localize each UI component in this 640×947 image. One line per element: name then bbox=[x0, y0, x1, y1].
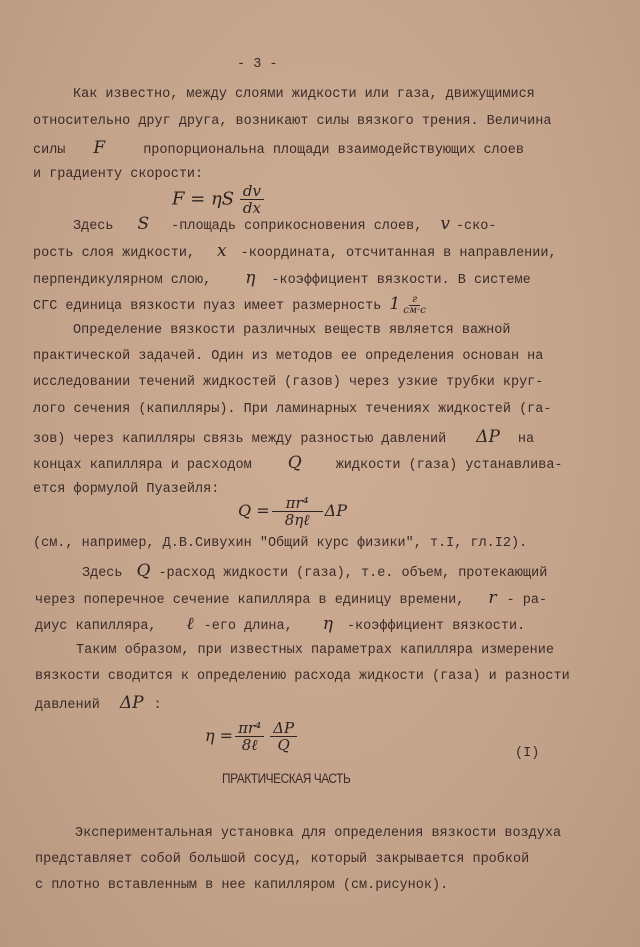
formula-numerator: πr⁴ bbox=[235, 720, 264, 737]
text-line bbox=[33, 140, 524, 159]
text: -коэффициент вязкости. В системе bbox=[271, 273, 531, 288]
text: на bbox=[517, 432, 535, 447]
text: -координата, отсчитанная в направлении, bbox=[240, 246, 557, 261]
text: жидкости (газа) устанавлива- bbox=[335, 458, 563, 473]
text-line: Таким образом, при известных параметрах капилляра измерение bbox=[76, 643, 554, 658]
text-line: относительно друг друга, возникают силы вязкого трения. Величина bbox=[33, 114, 552, 129]
formula-denominator: 8ηℓ bbox=[284, 511, 310, 529]
text-line bbox=[33, 295, 426, 316]
text-line: вязкости сводится к определению расхода жидкости (газа) и разности bbox=[35, 669, 570, 684]
text-line bbox=[33, 429, 534, 448]
formula-lhs: η = bbox=[205, 726, 234, 745]
text-line: Определение вязкости различных веществ является важной bbox=[73, 323, 511, 338]
text-line: Как известно, между слоями жидкости или газа, движущимися bbox=[73, 87, 535, 102]
symbol-length: ℓ bbox=[186, 614, 194, 634]
formula-poiseuille bbox=[238, 495, 347, 528]
formula-numerator: dv bbox=[240, 183, 264, 200]
page-number: - 3 - bbox=[237, 57, 278, 72]
text-line: лого сечения (капилляры). При ламинарных течениях жидкостей (га- bbox=[33, 402, 552, 417]
text: Здесь bbox=[73, 219, 114, 234]
formula-denominator: dx bbox=[242, 199, 261, 217]
text: -расход жидкости (газа), т.е. объем, протекающий bbox=[158, 566, 548, 581]
symbol-area: S bbox=[137, 214, 150, 234]
text-line: исследовании течений жидкостей (газов) через узкие трубки круг- bbox=[33, 375, 544, 390]
text-line bbox=[35, 590, 547, 609]
symbol-eta: η bbox=[245, 268, 256, 288]
text-line bbox=[82, 563, 547, 582]
text: давлений bbox=[35, 698, 100, 713]
unit-denominator: см·с bbox=[403, 305, 426, 316]
text: рость слоя жидкости, bbox=[33, 246, 196, 261]
formula-viscosity bbox=[205, 720, 297, 753]
equation-label: (I) bbox=[515, 746, 540, 761]
formula-viscous-force bbox=[172, 183, 264, 216]
text: Здесь bbox=[82, 566, 123, 581]
symbol-q: Q bbox=[136, 561, 151, 581]
text: через поперечное сечение капилляра в единицу времени, bbox=[35, 593, 465, 608]
formula-denominator: Q bbox=[277, 736, 290, 754]
text-line: представляет собой большой сосуд, который закрывается пробкой bbox=[35, 852, 530, 867]
symbol-x: x bbox=[217, 241, 227, 261]
text-line: ется формулой Пуазейля: bbox=[33, 482, 220, 497]
symbol-q: Q bbox=[287, 453, 302, 473]
text: зов) через капилляры связь между разностью давлений bbox=[33, 432, 447, 447]
formula-lhs: Q = bbox=[238, 501, 270, 520]
text-line: с плотно вставленным в нее капилляром (см.рисунок). bbox=[35, 878, 449, 893]
text: СГС единица вязкости пуаз имеет размерность bbox=[33, 299, 382, 315]
symbol-delta-p: ΔP bbox=[476, 427, 500, 447]
formula-lhs: F = ηS bbox=[172, 188, 235, 210]
formula-rhs: ΔP bbox=[324, 501, 347, 520]
symbol-radius: r bbox=[488, 588, 497, 608]
unit-one: 1 bbox=[389, 294, 401, 315]
symbol-delta-p: ΔP bbox=[119, 693, 144, 713]
text-line bbox=[35, 695, 162, 714]
text: : bbox=[153, 698, 162, 713]
text: -его длина, bbox=[203, 619, 293, 634]
symbol-velocity: v bbox=[440, 214, 450, 234]
symbol-force: F bbox=[93, 138, 106, 158]
symbol-eta: η bbox=[322, 614, 333, 634]
text-line bbox=[33, 270, 531, 289]
text: силы bbox=[33, 143, 66, 158]
text: -ско- bbox=[455, 219, 497, 234]
text-line: практической задачей. Один из методов ее определения основан на bbox=[33, 349, 544, 364]
text-line bbox=[33, 243, 557, 262]
formula-numerator: ΔP bbox=[270, 720, 297, 737]
citation: (см., например, Д.В.Сивухин "Общий курс физики", т.I, гл.I2). bbox=[33, 536, 528, 551]
formula-denominator: 8ℓ bbox=[241, 736, 258, 754]
text: диус капилляра, bbox=[35, 619, 157, 634]
text: -коэффициент вязкости. bbox=[346, 619, 526, 634]
text-line: и градиенту скорости: bbox=[33, 167, 204, 182]
formula-numerator: πr⁴ bbox=[272, 495, 323, 512]
text: концах капилляра и расходом bbox=[33, 458, 252, 473]
text-line bbox=[35, 616, 525, 635]
text-line bbox=[73, 216, 496, 235]
unit-numerator: г bbox=[409, 295, 420, 306]
section-heading: ПРАКТИЧЕСКАЯ ЧАСТЬ bbox=[222, 771, 351, 786]
text: перпендикулярном слою, bbox=[33, 273, 212, 288]
text-line: Экспериментальная установка для определения вязкости воздуха bbox=[75, 826, 562, 841]
text: - ра- bbox=[506, 593, 548, 608]
text: пропорциональна площади взаимодействующих слоев bbox=[143, 143, 524, 158]
text-line bbox=[33, 455, 563, 474]
text: -площадь соприкосновения слоев, bbox=[171, 219, 423, 234]
